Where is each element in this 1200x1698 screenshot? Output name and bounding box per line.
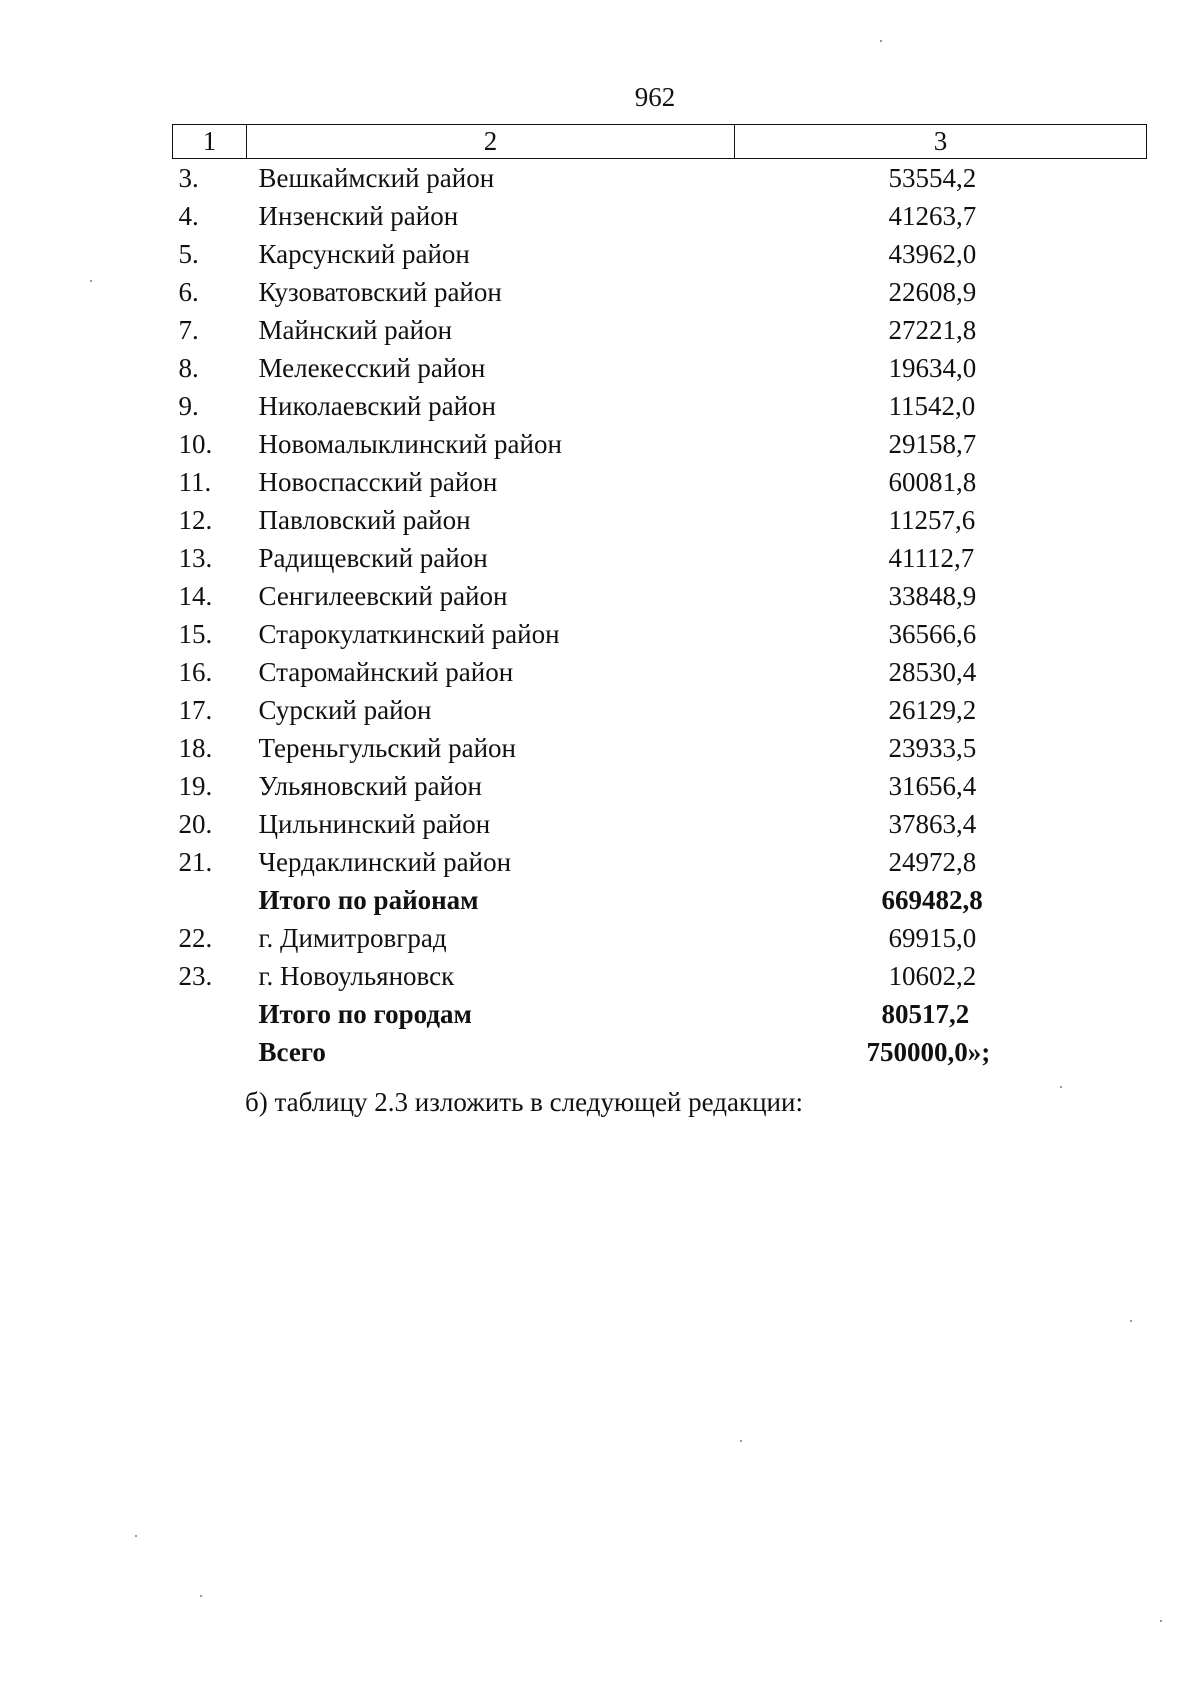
row-number: 8. (178, 353, 199, 383)
row-number: 12. (178, 505, 213, 535)
row-number: 11. (178, 467, 212, 497)
row-number: 18. (178, 733, 213, 763)
row-value: 27221,8 (888, 315, 977, 345)
table-row (173, 235, 1147, 273)
table-row (173, 919, 1147, 957)
row-name: Николаевский район (258, 391, 497, 421)
table-row (173, 615, 1147, 653)
scan-speck (1130, 1320, 1132, 1322)
scan-speck (1060, 1086, 1062, 1088)
row-number: 7. (178, 315, 199, 345)
row-value: 43962,0 (888, 239, 977, 269)
row-value: 11542,0 (888, 391, 976, 421)
row-number: 21. (178, 847, 213, 877)
instruction-text: б) таблицу 2.3 изложить в следующей редакции: (245, 1087, 803, 1117)
row-value: 69915,0 (888, 923, 977, 953)
row-value: 60081,8 (888, 467, 977, 497)
table-row (173, 387, 1147, 425)
table-row (173, 273, 1147, 311)
row-number: 19. (178, 771, 213, 801)
row-value: 23933,5 (888, 733, 977, 763)
allocation-table-container (172, 124, 1146, 1071)
row-name: Павловский район (258, 505, 471, 535)
row-number: 23. (178, 961, 213, 991)
row-number: 15. (178, 619, 213, 649)
row-number: 22. (178, 923, 213, 953)
column-header-3: 3 (735, 125, 1147, 159)
table-row (173, 843, 1147, 881)
row-name: Инзенский район (258, 201, 459, 231)
table-row (173, 539, 1147, 577)
row-name: Кузоватовский район (258, 277, 502, 307)
row-number: 9. (178, 391, 199, 421)
row-value: 26129,2 (888, 695, 977, 725)
row-number: 16. (178, 657, 213, 687)
row-name: Сурский район (258, 695, 432, 725)
row-name: Радищевский район (258, 543, 488, 573)
row-value: 22608,9 (888, 277, 977, 307)
row-name: Сенгилеевский район (258, 581, 508, 611)
row-value: 37863,4 (888, 809, 977, 839)
row-name: г. Димитровград (258, 923, 447, 953)
table-row (173, 957, 1147, 995)
table-row (173, 425, 1147, 463)
scan-speck (1160, 1620, 1162, 1622)
row-number: 5. (178, 239, 199, 269)
row-number: 4. (178, 201, 199, 231)
table-row (173, 159, 1147, 198)
scan-speck (880, 40, 882, 42)
table-row (173, 197, 1147, 235)
scan-speck (200, 1595, 202, 1597)
row-value: 19634,0 (888, 353, 977, 383)
row-name: Чердаклинский район (258, 847, 512, 877)
row-value: 41112,7 (888, 543, 975, 573)
row-value: 28530,4 (888, 657, 977, 687)
grand-total-label: Всего (258, 1037, 326, 1067)
table-row (173, 349, 1147, 387)
grand-total-value: 750000,0»; (866, 1037, 991, 1067)
table-row (173, 577, 1147, 615)
row-name: Вешкаймский район (258, 163, 495, 193)
row-number: 17. (178, 695, 213, 725)
row-name: Карсунский район (258, 239, 470, 269)
row-name: Тереньгульский район (258, 733, 517, 763)
page-number: 962 (634, 82, 676, 112)
subtotal-cities-label: Итого по городам (258, 999, 472, 1029)
table-row (173, 463, 1147, 501)
row-number: 20. (178, 809, 213, 839)
row-value: 31656,4 (888, 771, 977, 801)
column-header-1: 1 (173, 125, 247, 159)
row-name: Старокулаткинский район (258, 619, 560, 649)
row-name: Майнский район (258, 315, 453, 345)
row-value: 10602,2 (888, 961, 977, 991)
row-name: Новоспасский район (258, 467, 498, 497)
row-name: г. Новоульяновск (258, 961, 455, 991)
table-row (173, 691, 1147, 729)
table-row (173, 805, 1147, 843)
row-value: 11257,6 (888, 505, 976, 535)
row-name: Новомалыклинский район (258, 429, 562, 459)
row-name: Старомайнский район (258, 657, 514, 687)
table-row (173, 653, 1147, 691)
row-number: 13. (178, 543, 213, 573)
row-value: 53554,2 (888, 163, 977, 193)
table-body (173, 159, 1147, 1072)
scan-speck (135, 1535, 137, 1537)
grand-total-row (173, 1033, 1147, 1071)
row-value: 24972,8 (888, 847, 977, 877)
row-value: 29158,7 (888, 429, 977, 459)
row-value: 33848,9 (888, 581, 977, 611)
scan-speck (740, 1440, 742, 1442)
table-row (173, 729, 1147, 767)
scan-speck (90, 280, 92, 282)
row-number: 6. (178, 277, 199, 307)
row-number: 3. (178, 163, 199, 193)
table-row (173, 311, 1147, 349)
table-header-row (173, 125, 1147, 159)
row-name: Мелекесский район (258, 353, 486, 383)
row-number: 10. (178, 429, 213, 459)
row-value: 41263,7 (888, 201, 977, 231)
row-name: Ульяновский район (258, 771, 482, 801)
table-row (173, 767, 1147, 805)
table-row (173, 501, 1147, 539)
row-number: 14. (178, 581, 213, 611)
row-value: 36566,6 (888, 619, 977, 649)
subtotal-cities-value: 80517,2 (881, 999, 970, 1029)
subtotal-cities-row (173, 995, 1147, 1033)
subtotal-districts-label: Итого по районам (258, 885, 479, 915)
subtotal-districts-value: 669482,8 (881, 885, 983, 915)
column-header-2: 2 (247, 125, 735, 159)
row-name: Цильнинский район (258, 809, 491, 839)
subtotal-districts-row (173, 881, 1147, 919)
allocation-table (172, 124, 1147, 1071)
